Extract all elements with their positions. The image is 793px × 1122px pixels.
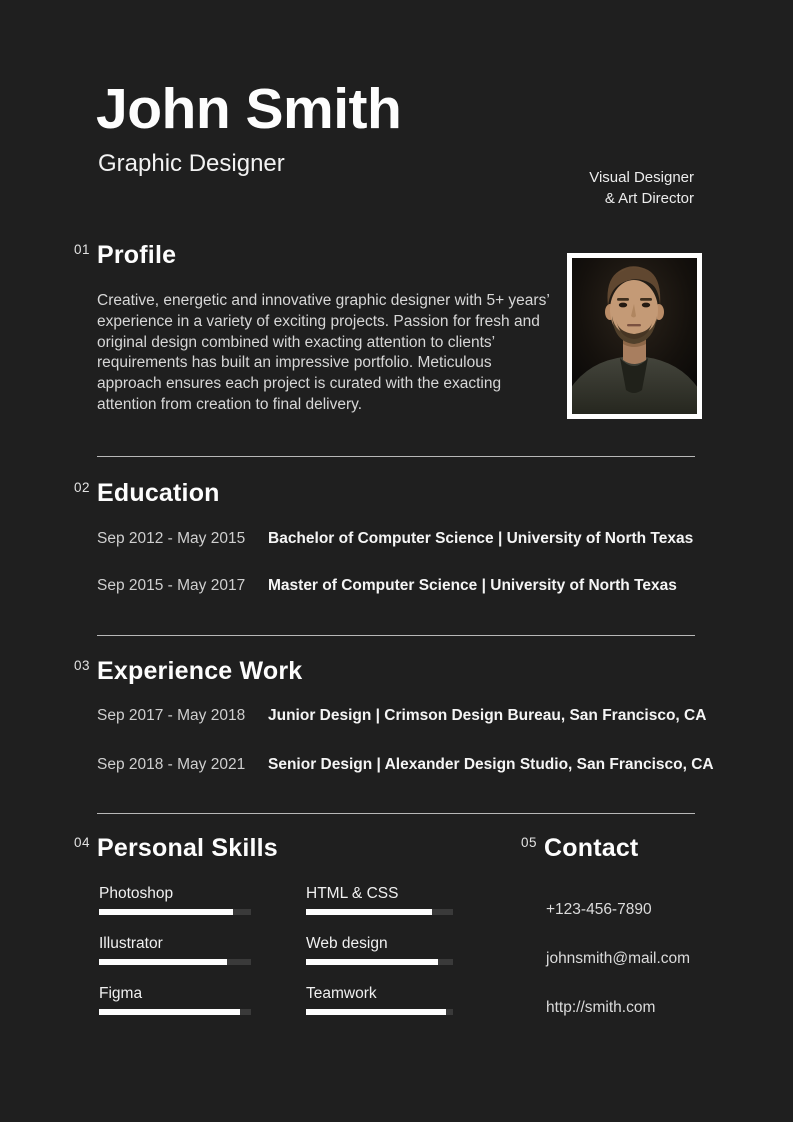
skill-label: HTML & CSS <box>306 885 399 902</box>
skill-bar <box>99 909 251 915</box>
skill-label: Photoshop <box>99 885 174 902</box>
section-heading-contact <box>521 836 638 861</box>
section-title: Profile <box>97 241 177 269</box>
experience-dates: Sep 2017 - May 2018 <box>97 707 246 724</box>
section-number: 01 <box>74 242 91 257</box>
experience-row <box>97 708 706 724</box>
experience-row <box>97 757 714 773</box>
contact-website[interactable]: http://smith.com <box>546 999 656 1016</box>
tagline-line-1: Visual Designer <box>589 169 694 186</box>
tagline-line-2: & Art Director <box>604 190 694 207</box>
person-name: John Smith <box>96 77 402 141</box>
person-role: Graphic Designer <box>98 150 285 177</box>
education-row <box>97 531 693 547</box>
section-number: 05 <box>521 835 538 850</box>
divider <box>97 635 695 636</box>
portrait-photo <box>567 253 702 419</box>
section-heading-profile <box>74 243 176 268</box>
education-detail: Master of Computer Science | University of North Texas <box>268 577 677 594</box>
section-number: 03 <box>74 658 91 673</box>
education-dates: Sep 2012 - May 2015 <box>97 530 246 547</box>
skills-column-left <box>99 884 251 1034</box>
section-title: Experience Work <box>97 657 303 685</box>
skill-bar <box>306 1009 453 1015</box>
skill-bar-fill <box>99 1009 240 1015</box>
portrait-illustration <box>572 258 697 414</box>
skills-column-right <box>306 884 453 1034</box>
skill-bar <box>99 959 251 965</box>
divider <box>97 456 695 457</box>
skill-label: Teamwork <box>306 985 377 1002</box>
skill-item <box>306 934 453 965</box>
section-heading-experience <box>74 659 302 684</box>
skill-bar-fill <box>99 959 227 965</box>
section-heading-skills <box>74 836 278 861</box>
skill-bar-fill <box>306 909 432 915</box>
tagline <box>589 167 694 209</box>
skill-bar <box>306 959 453 965</box>
skill-item <box>99 984 251 1015</box>
contact-email[interactable]: johnsmith@mail.com <box>546 950 691 967</box>
section-title: Education <box>97 479 220 507</box>
skill-item <box>306 984 453 1015</box>
profile-summary: Creative, energetic and innovative graphic designer with 5+ years’ experience in a variety of exciting projects. Passion for fresh and original design combined with exacting attention to clients’ requirements has built an impressive portfolio. Meticulous approach ensures each project is curated with the exacting attention from creation to final delivery. <box>97 292 550 413</box>
skill-bar-fill <box>99 909 233 915</box>
education-dates: Sep 2015 - May 2017 <box>97 577 246 594</box>
contact-phone[interactable]: +123-456-7890 <box>546 901 652 918</box>
skill-item <box>306 884 453 915</box>
education-row <box>97 578 677 594</box>
divider <box>97 813 695 814</box>
section-title: Contact <box>544 834 639 862</box>
skill-label: Illustrator <box>99 935 163 952</box>
skill-bar-fill <box>306 1009 446 1015</box>
skill-bar <box>99 1009 251 1015</box>
section-number: 04 <box>74 835 91 850</box>
experience-dates: Sep 2018 - May 2021 <box>97 756 246 773</box>
experience-detail: Senior Design | Alexander Design Studio, San Francisco, CA <box>268 756 714 773</box>
section-title: Personal Skills <box>97 834 278 862</box>
experience-detail: Junior Design | Crimson Design Bureau, San Francisco, CA <box>268 707 707 724</box>
education-detail: Bachelor of Computer Science | University of North Texas <box>268 530 694 547</box>
contact-list <box>546 900 690 1047</box>
section-heading-education <box>74 481 220 506</box>
skill-bar <box>306 909 453 915</box>
skill-label: Figma <box>99 985 143 1002</box>
section-number: 02 <box>74 480 91 495</box>
skill-bar-fill <box>306 959 438 965</box>
skill-item <box>99 934 251 965</box>
skill-item <box>99 884 251 915</box>
skill-label: Web design <box>306 935 388 952</box>
